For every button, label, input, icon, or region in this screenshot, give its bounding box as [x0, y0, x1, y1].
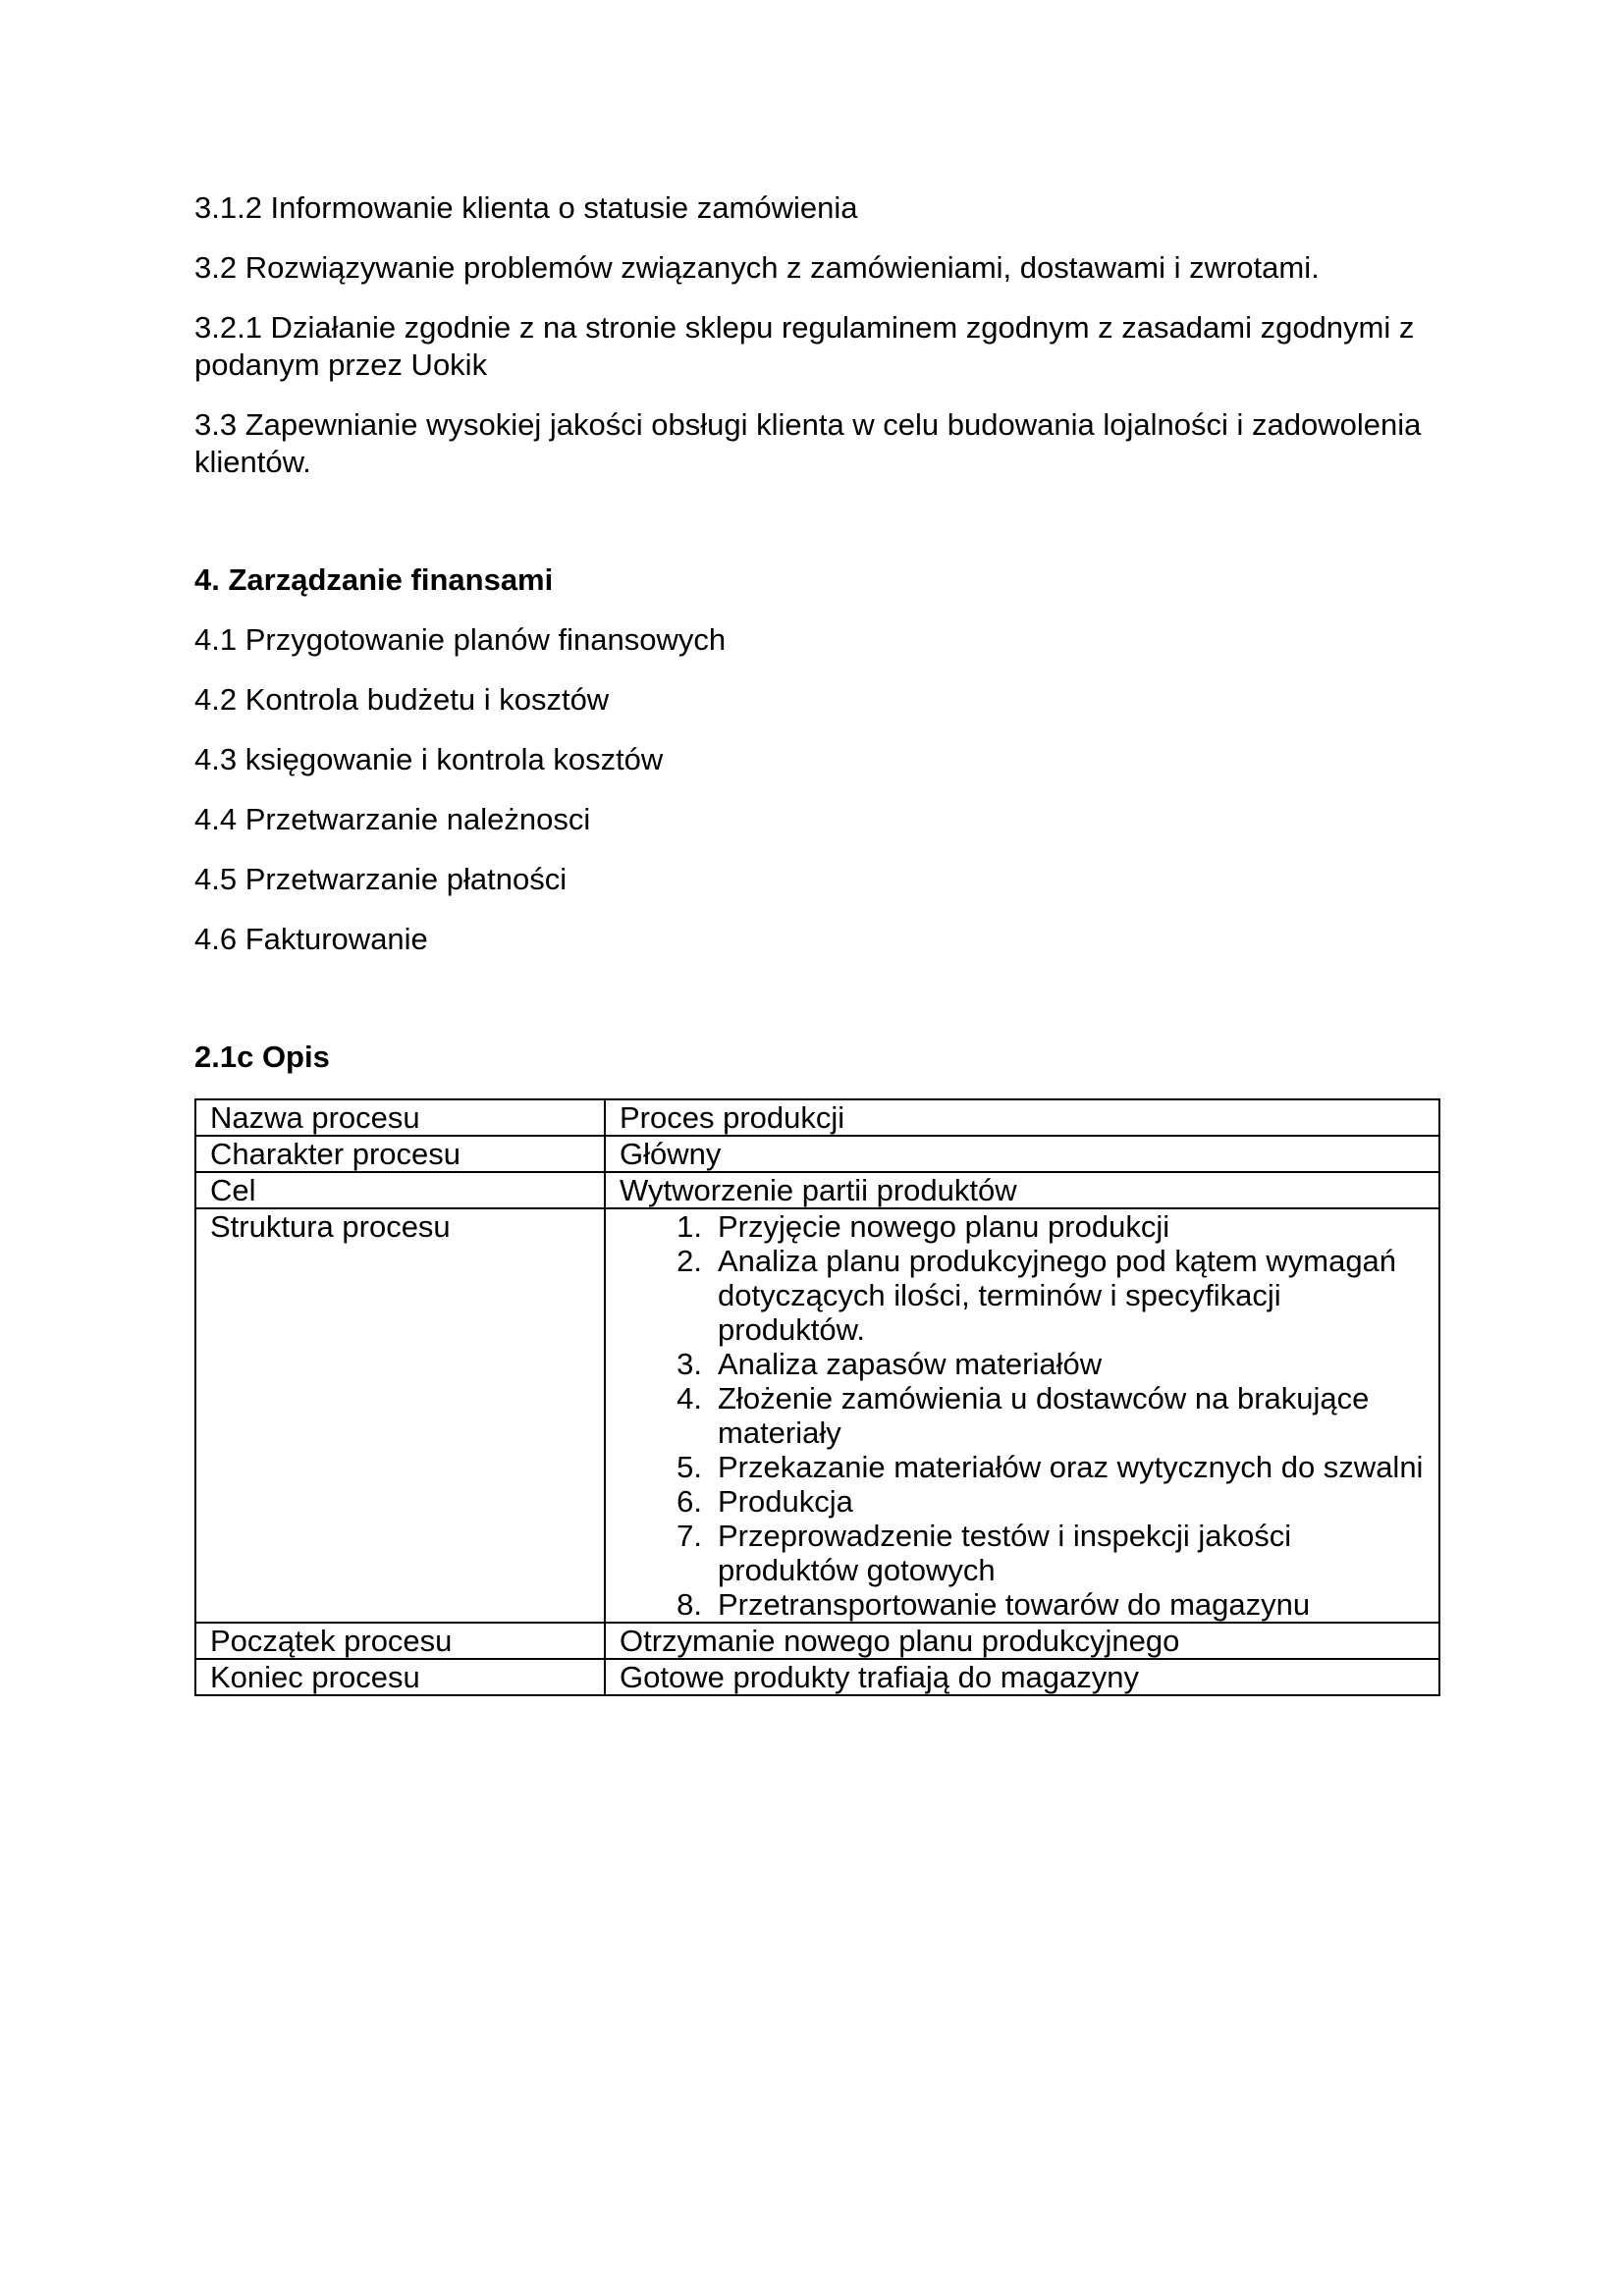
paragraph-3-1-2: 3.1.2 Informowanie klienta o statusie zamówienia [194, 190, 858, 225]
step-text: Analiza zapasów materiałów [718, 1347, 1103, 1381]
paragraph-3-2-1: 3.2.1 Działanie zgodnie z na stronie sklepu regulaminem zgodnym z zasadami zgodnymi z podanym przez Uokik [194, 310, 1415, 382]
step-text: Produkcja [718, 1484, 853, 1519]
paragraph-3-2: 3.2 Rozwiązywanie problemów związanych z zamówieniami, dostawami i zwrotami. [194, 250, 1320, 285]
list-item [620, 1347, 1427, 1381]
list-item [620, 1381, 1427, 1450]
step-text: Przetransportowanie towarów do magazynu [718, 1587, 1311, 1622]
step-text: Analiza planu produkcyjnego pod kątem wymagań dotyczących ilości, terminów i specyfikacji produktów. [718, 1244, 1397, 1347]
item-4-6: 4.6 Fakturowanie [194, 922, 428, 956]
process-table [194, 1098, 1440, 1696]
table-row-poczatek [195, 1623, 1439, 1659]
step-text: Przeprowadzenie testów i inspekcji jakości produktów gotowych [718, 1519, 1292, 1587]
opis-heading: 2.1c Opis [194, 1040, 330, 1074]
paragraph-3-3: 3.3 Zapewnianie wysokiej jakości obsługi klienta w celu budowania lojalności i zadowolenia klientów. [194, 407, 1422, 479]
step-number: 3. [677, 1347, 702, 1381]
cell-value-poczatek: Otrzymanie nowego planu produkcyjnego [605, 1623, 1439, 1659]
cell-value-cel: Wytworzenie partii produktów [605, 1172, 1439, 1208]
cell-value-charakter: Główny [605, 1136, 1439, 1172]
list-item [620, 1450, 1427, 1484]
cell-key-koniec: Koniec procesu [195, 1659, 605, 1695]
list-item [620, 1209, 1427, 1244]
step-text: Przekazanie materiałów oraz wytycznych do szwalni [718, 1450, 1424, 1484]
list-item [620, 1244, 1427, 1347]
list-item [620, 1587, 1427, 1622]
section-4-heading: 4. Zarządzanie finansami [194, 562, 554, 597]
item-4-3: 4.3 księgowanie i kontrola kosztów [194, 742, 664, 776]
cell-key-poczatek: Początek procesu [195, 1623, 605, 1659]
process-steps-list [620, 1209, 1427, 1622]
list-item [620, 1519, 1427, 1587]
step-text: Złożenie zamówienia u dostawców na brakujące materiały [718, 1381, 1370, 1450]
step-number: 4. [677, 1381, 702, 1415]
table-row-nazwa [195, 1099, 1439, 1136]
cell-key-cel: Cel [195, 1172, 605, 1208]
document-page [194, 189, 1439, 1696]
list-item [620, 1484, 1427, 1519]
cell-value-koniec: Gotowe produkty trafiają do magazyny [605, 1659, 1439, 1695]
item-4-2: 4.2 Kontrola budżetu i kosztów [194, 682, 610, 717]
item-4-4: 4.4 Przetwarzanie należnosci [194, 802, 591, 836]
table-row-struktura [195, 1208, 1439, 1623]
item-4-5: 4.5 Przetwarzanie płatności [194, 862, 568, 896]
cell-key-charakter: Charakter procesu [195, 1136, 605, 1172]
item-4-1: 4.1 Przygotowanie planów finansowych [194, 622, 727, 657]
step-number: 1. [677, 1209, 702, 1244]
step-number: 7. [677, 1519, 702, 1553]
table-row-charakter [195, 1136, 1439, 1172]
step-number: 8. [677, 1587, 702, 1622]
cell-key-struktura: Struktura procesu [195, 1208, 605, 1623]
step-number: 6. [677, 1484, 702, 1519]
step-number: 2. [677, 1244, 702, 1278]
step-number: 5. [677, 1450, 702, 1484]
cell-value-struktura [605, 1208, 1439, 1623]
table-row-cel [195, 1172, 1439, 1208]
table-row-koniec [195, 1659, 1439, 1695]
cell-key-nazwa: Nazwa procesu [195, 1099, 605, 1136]
cell-value-nazwa: Proces produkcji [605, 1099, 1439, 1136]
step-text: Przyjęcie nowego planu produkcji [718, 1209, 1170, 1244]
